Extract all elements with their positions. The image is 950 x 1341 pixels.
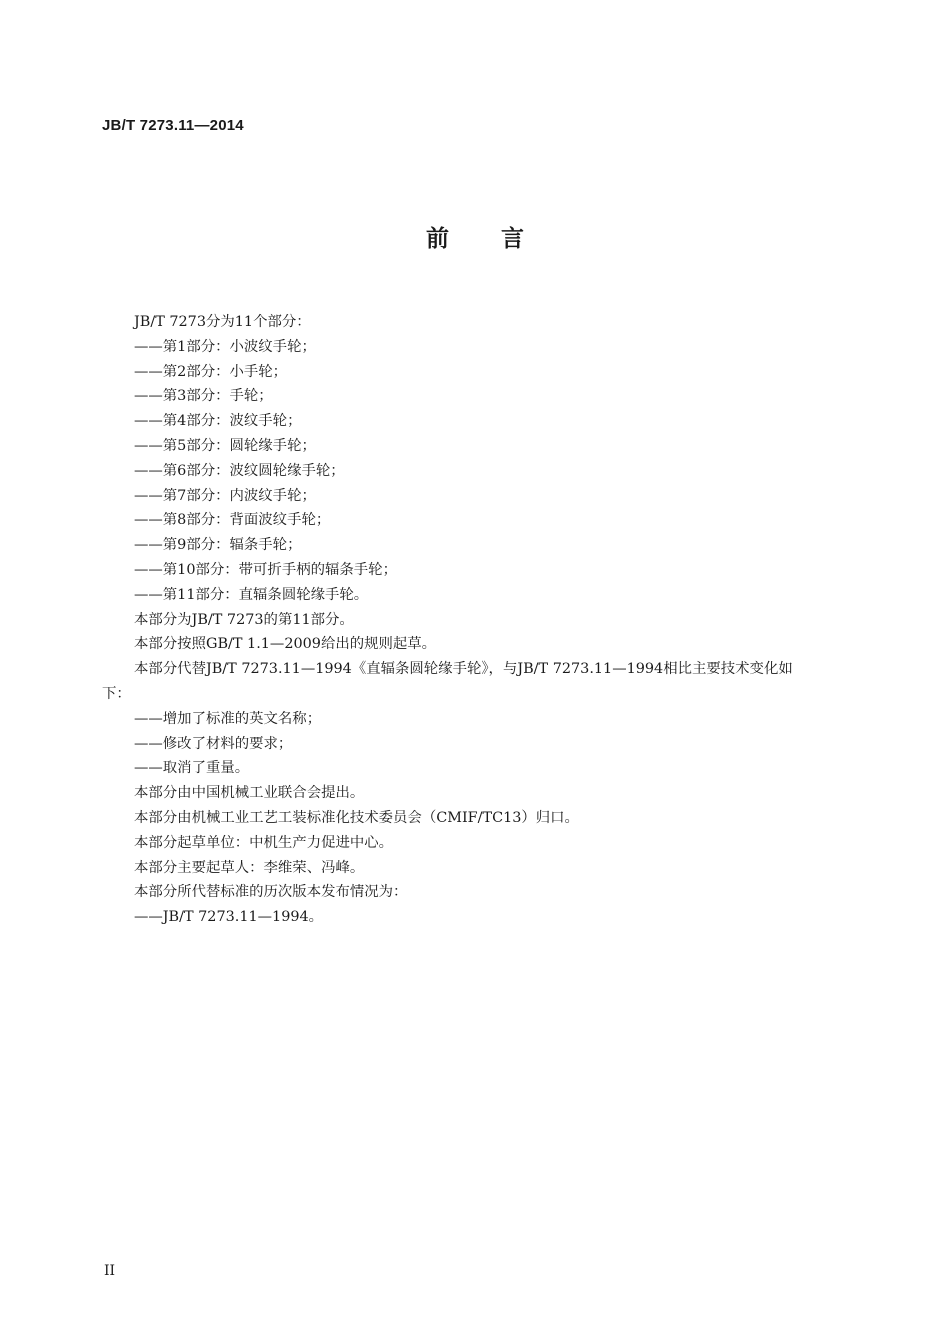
page-number: II [104, 1263, 116, 1279]
list-item: ——第11部分：直辐条圆轮缘手轮。 [134, 586, 369, 603]
list-item: ——JB/T 7273.11—1994。 [134, 909, 324, 926]
page-title: 前言 [426, 226, 576, 252]
proposed-by-statement: 本部分由中国机械工业联合会提出。 [134, 785, 365, 802]
list-item: ——第7部分：内波纹手轮； [134, 487, 316, 504]
parts-intro: JB/T 7273分为11个部分： [134, 314, 311, 330]
replaces-statement-line2: 下： [102, 685, 131, 702]
this-part-statement: 本部分为JB/T 7273的第11部分。 [134, 611, 354, 628]
standard-code: JB/T 7273.11—2014 [102, 117, 244, 134]
drafting-rule-statement: 本部分按照GB/T 1.1—2009给出的规则起草。 [134, 636, 437, 653]
replaces-statement-line1: 本部分代替JB/T 7273.11—1994《直辐条圆轮缘手轮》，与JB/T 7273.11—1994相比主要技术变化如 [134, 661, 793, 678]
list-item: ——第5部分：圆轮缘手轮； [134, 437, 316, 454]
changes-list [102, 707, 862, 781]
list-item: ——增加了标准的英文名称； [134, 710, 322, 727]
parts-list [102, 335, 862, 608]
list-item: ——第9部分：辐条手轮； [134, 537, 302, 554]
list-item: ——第8部分：背面波纹手轮； [134, 512, 331, 529]
list-item: ——第2部分：小手轮； [134, 363, 288, 380]
list-item: ——第10部分：带可折手柄的辐条手轮； [134, 561, 397, 578]
list-item: ——第3部分：手轮； [134, 388, 273, 405]
drafters-statement: 本部分主要起草人：李维荣、冯峰。 [134, 859, 365, 876]
list-item: ——第4部分：波纹手轮； [134, 413, 302, 430]
list-item: ——第6部分：波纹圆轮缘手轮； [134, 462, 345, 479]
history-intro: 本部分所代替标准的历次版本发布情况为： [134, 884, 408, 901]
list-item: ——修改了材料的要求； [134, 735, 293, 752]
foreword-body [102, 310, 862, 930]
list-item: ——第1部分：小波纹手轮； [134, 338, 316, 355]
centralized-by-statement: 本部分由机械工业工艺工装标准化技术委员会（CMIF/TC13）归口。 [134, 809, 579, 826]
drafting-unit-statement: 本部分起草单位：中机生产力促进中心。 [134, 834, 394, 851]
list-item: ——取消了重量。 [134, 760, 250, 777]
